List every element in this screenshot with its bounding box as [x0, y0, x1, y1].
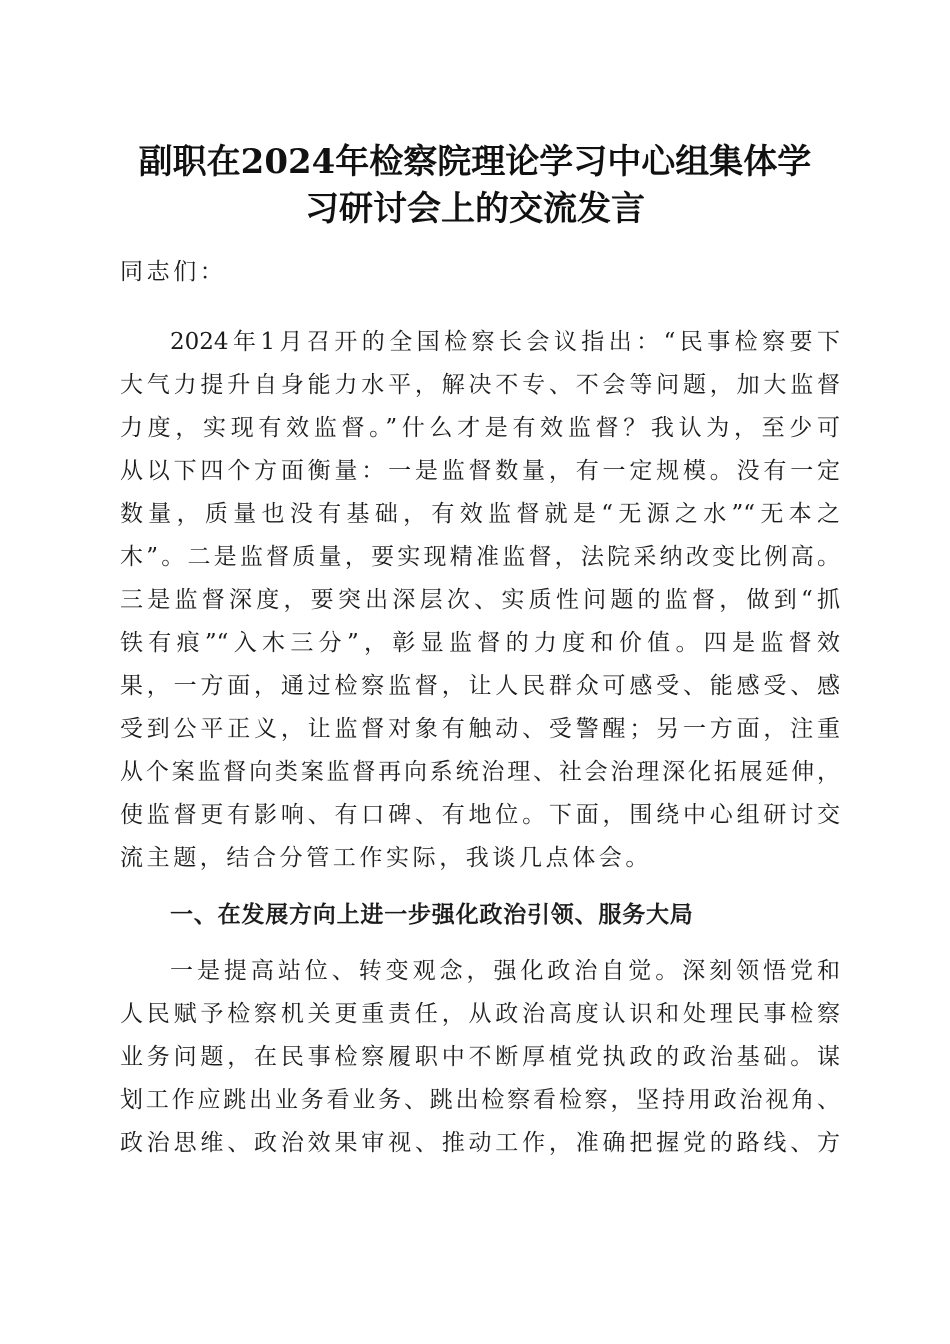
paragraph-1-line: 2024年1月召开的全国检察长会议指出：“民事检察要下 — [170, 329, 840, 355]
paragraph-1-line: 数量，质量也没有基础，有效监督就是“无源之水”“无本之 — [120, 501, 840, 527]
paragraph-1-line: 三是监督深度，要突出深层次、实质性问题的监督，做到“抓 — [120, 587, 840, 613]
paragraph-2-line: 一是提高站位、转变观念，强化政治自觉。深刻领悟党和 — [170, 958, 840, 984]
paragraph-2-line: 政治思维、政治效果审视、推动工作，准确把握党的路线、方 — [120, 1130, 840, 1156]
paragraph-1-line: 受到公平正义，让监督对象有触动、受警醒；另一方面，注重 — [120, 716, 840, 742]
document-title-line-1: 副职在2024年检察院理论学习中心组集体学 — [138, 142, 812, 182]
section-1-heading: 一、在发展方向上进一步强化政治引领、服务大局 — [170, 902, 694, 928]
salutation: 同志们： — [120, 259, 227, 285]
paragraph-2-line: 业务问题，在民事检察履职中不断厚植党执政的政治基础。谋 — [120, 1044, 840, 1070]
paragraph-2-line: 人民赋予检察机关更重责任，从政治高度认识和处理民事检察 — [120, 1001, 840, 1027]
paragraph-1-line: 大气力提升自身能力水平，解决不专、不会等问题，加大监督 — [120, 372, 840, 398]
paragraph-1-line: 铁有痕”“入木三分”，彰显监督的力度和价值。四是监督效 — [120, 630, 840, 656]
paragraph-1-line: 使监督更有影响、有口碑、有地位。下面，围绕中心组研讨交 — [120, 802, 840, 828]
paragraph-2-line: 划工作应跳出业务看业务、跳出检察看检察，坚持用政治视角、 — [120, 1087, 840, 1113]
paragraph-1-line: 从以下四个方面衡量：一是监督数量，有一定规模。没有一定 — [120, 458, 840, 484]
paragraph-1-line: 果，一方面，通过检察监督，让人民群众可感受、能感受、感 — [120, 673, 840, 699]
paragraph-1-line: 从个案监督向类案监督再向系统治理、社会治理深化拓展延伸， — [120, 759, 840, 785]
paragraph-1-line: 木”。二是监督质量，要实现精准监督，法院采纳改变比例高。 — [120, 544, 840, 570]
paragraph-1-line: 力度，实现有效监督。”什么才是有效监督？我认为，至少可 — [120, 415, 840, 441]
paragraph-1-line: 流主题，结合分管工作实际，我谈几点体会。 — [120, 845, 652, 871]
document-title-line-2: 习研讨会上的交流发言 — [305, 189, 645, 229]
